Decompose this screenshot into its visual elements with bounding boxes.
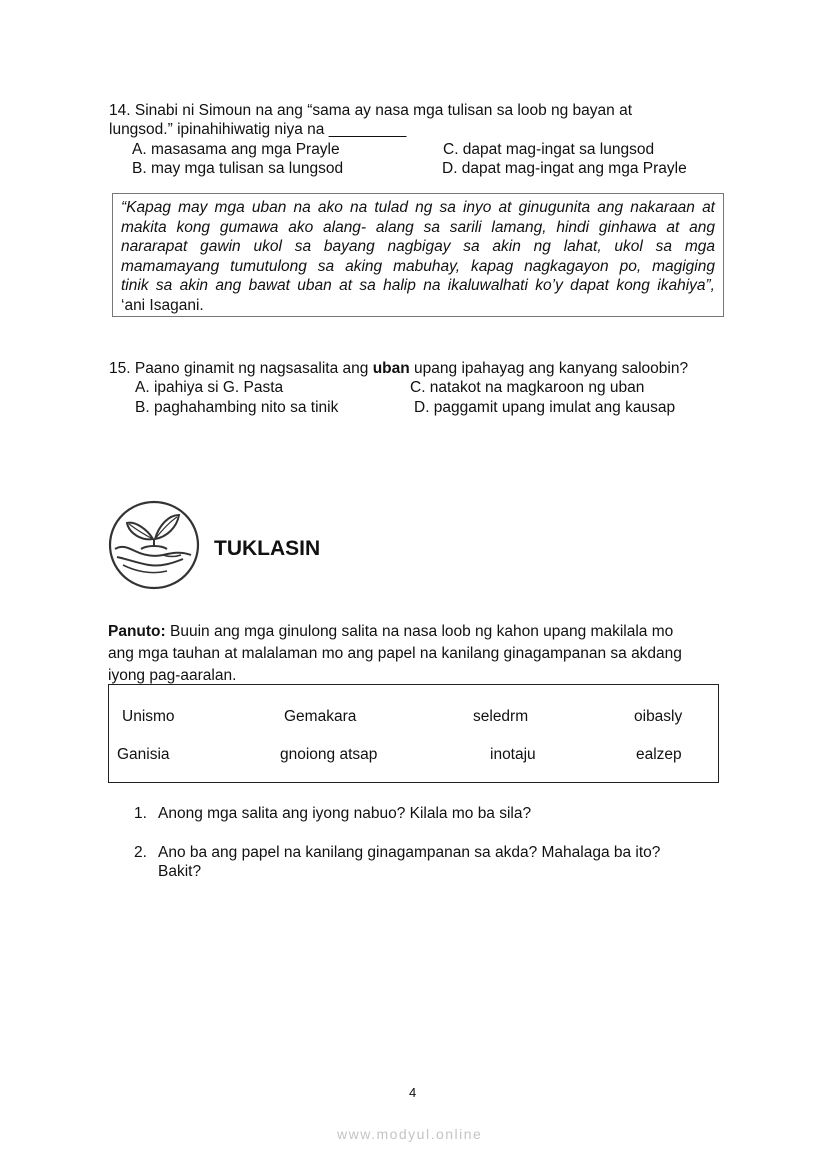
question-text-continued: Bakit? [158,863,202,880]
instructions-line1 [108,622,673,641]
jumbled-word: oibasly [634,708,683,725]
instructions-line2: ang mga tauhan at malalaman mo ang papel na kanilang ginagampanan sa akdang [108,645,682,662]
jumbled-word: Gemakara [284,708,357,725]
q15-stem-suffix: upang ipahayag ang kanyang saloobin? [409,360,689,377]
question-number: 2. [134,844,147,861]
question-number: 1. [134,805,147,822]
jumbled-word: Unismo [122,708,175,725]
passage-line: makita kong gumawa ako alang- alang sa sarili lamang, hindi ginhawa at ang [121,218,715,236]
passage-line: nararapat gawin ukol sa bayang nagbigay sa akin ng lahat, ukol sa mga [121,238,715,256]
q14-stem-line2: lungsod.” ipinahihiwatig niya na _________ [109,121,407,138]
q15-option-b: B. paghahambing nito sa tinik [135,399,339,416]
q14-option-a: A. masasama ang mga Prayle [132,141,340,158]
question-text: Ano ba ang papel na kanilang ginagampanan sa akda? Mahalaga ba ito? [158,844,661,861]
jumbled-word: seledrm [473,708,529,725]
question-text: Anong mga salita ang iyong nabuo? Kilala mo ba sila? [158,805,532,822]
hand-with-sprout-icon [107,499,203,591]
footer-watermark: www.modyul.online [337,1126,483,1142]
section-title: TUKLASIN [214,537,321,560]
page-number: 4 [409,1085,417,1100]
instructions-line3: iyong pag-aaralan. [108,667,237,684]
q14-option-c: C. dapat mag-ingat sa lungsod [443,141,655,158]
q15-stem-prefix: 15. Paano ginamit ng nagsasalita ang [109,360,373,377]
q15-stem [109,359,688,378]
passage-box [112,193,724,317]
q15-option-d: D. paggamit upang imulat ang kausap [414,399,676,416]
passage-line: tinik sa akin ang bawat uban at sa halip na ikaluwalhati ko’y dapat kong ikahiya”, [121,277,715,295]
jumbled-word: inotaju [490,746,536,763]
jumbled-word: Ganisia [117,746,170,763]
q14-stem-line1: 14. Sinabi ni Simoun na ang “sama ay nasa mga tulisan sa loob ng bayan at [109,102,633,119]
jumbled-word: ealzep [636,746,682,763]
q14-option-d: D. dapat mag-ingat ang mga Prayle [442,160,687,177]
instructions-text: Buuin ang mga ginulong salita na nasa loob ng kahon upang makilala mo [165,623,674,640]
q15-option-c: C. natakot na magkaroon ng uban [410,379,645,396]
instructions-label: Panuto: [108,623,166,640]
jumbled-words-box [108,684,719,783]
q14-option-b: B. may mga tulisan sa lungsod [132,160,344,177]
passage-line: “Kapag may mga uban na ako na tulad ng sa inyo at ginugunita ang nakaraan at [121,199,715,216]
passage-line: mamamayang tumutulong sa aking mabuhay, kapag nagkagayon po, magiging [121,257,715,275]
q15-option-a: A. ipahiya si G. Pasta [135,379,284,396]
passage-attribution: ‘ani Isagani. [121,296,204,314]
q15-keyword: uban [372,360,410,377]
jumbled-word: gnoiong atsap [280,746,378,763]
